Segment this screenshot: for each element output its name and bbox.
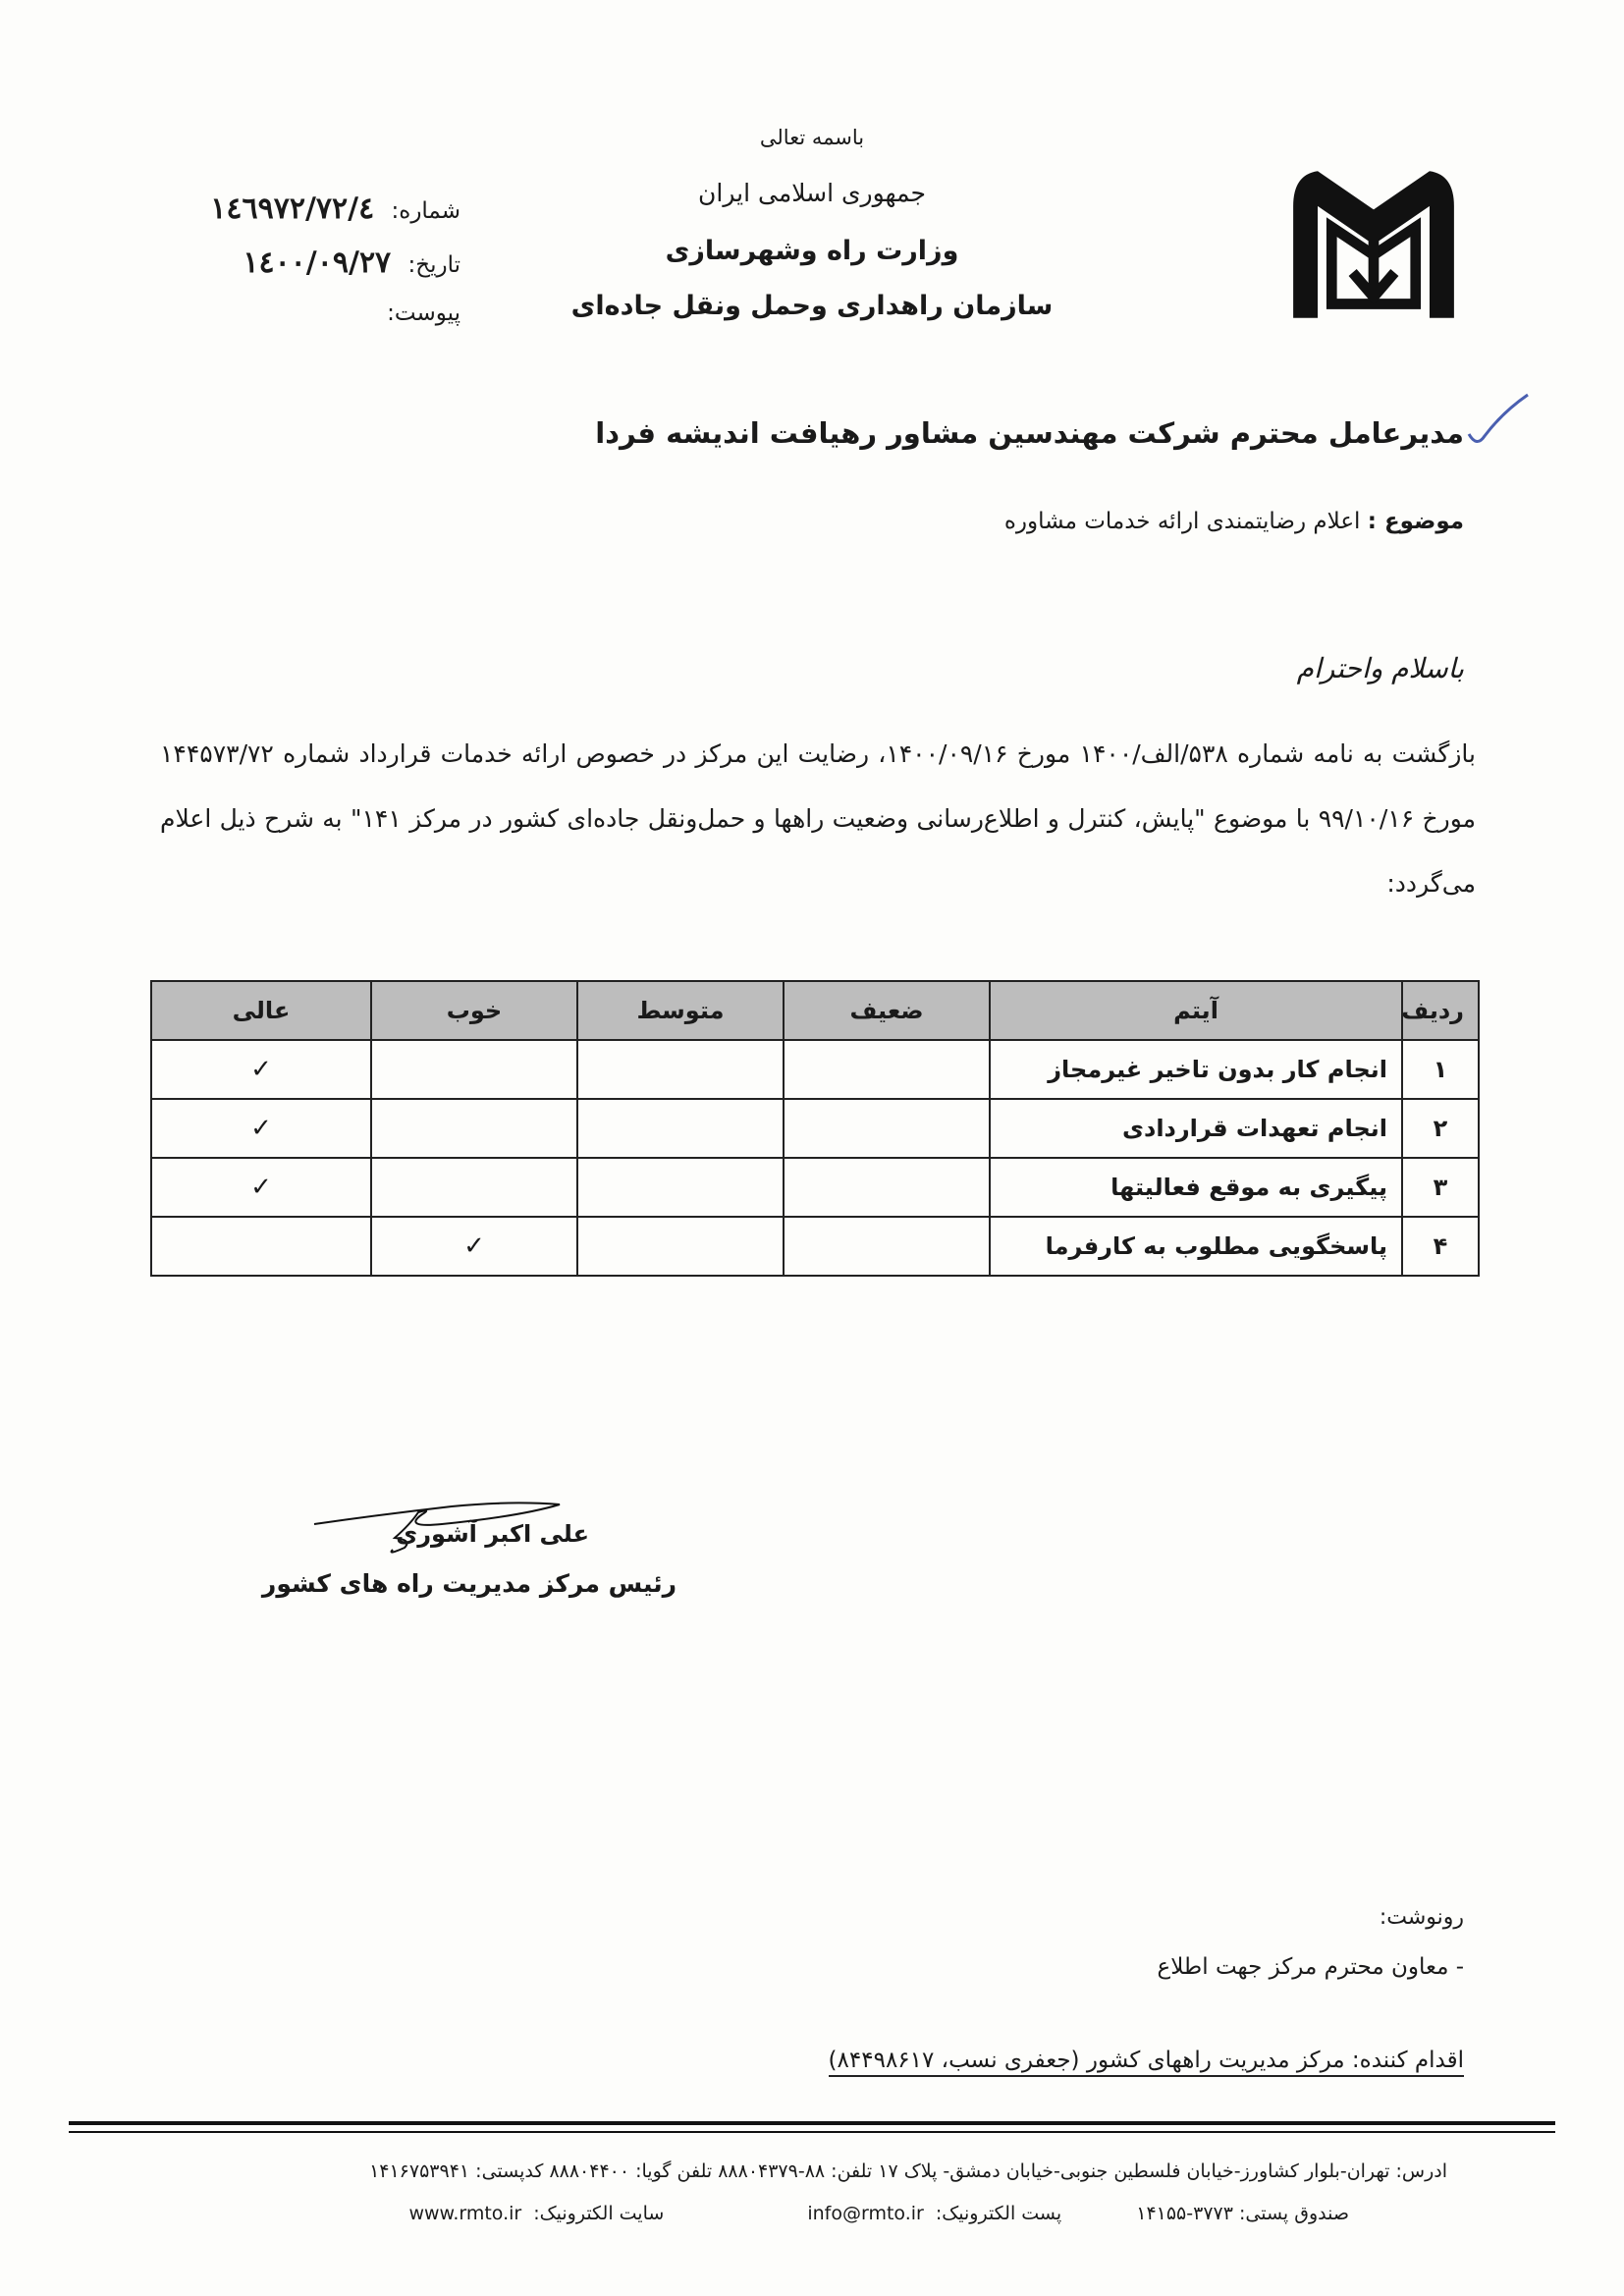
letter-attachment xyxy=(377,301,460,326)
cell-weak xyxy=(784,1217,990,1276)
cell-average xyxy=(577,1217,784,1276)
cell-average xyxy=(577,1040,784,1099)
letter-date xyxy=(243,246,460,280)
cell-good xyxy=(371,1099,577,1158)
row-item: انجام تعهدات قراردادی xyxy=(990,1099,1402,1158)
organization-logo-icon xyxy=(1286,157,1461,332)
cell-excellent xyxy=(151,1217,371,1276)
row-item: انجام کار بدون تاخیر غیرمجاز xyxy=(990,1040,1402,1099)
cell-excellent: ✓ xyxy=(151,1158,371,1217)
letter-number-label: شماره: xyxy=(391,198,460,224)
greeting: باسلام واحترام xyxy=(1296,652,1464,684)
evaluation-table xyxy=(150,980,1480,1277)
letter-attachment-label: پیوست: xyxy=(387,301,460,326)
table-row xyxy=(151,1217,1479,1276)
cell-average xyxy=(577,1099,784,1158)
action-by: اقدام کننده: مرکز مدیریت راههای کشور (جعفری نسب، ۸۴۴۹۸۶۱۷) xyxy=(829,2048,1464,2077)
row-item: پاسخگویی مطلوب به کارفرما xyxy=(990,1217,1402,1276)
cell-average xyxy=(577,1158,784,1217)
footer-divider xyxy=(69,2121,1555,2125)
header-excellent: عالی xyxy=(151,981,371,1040)
copy-heading: رونوشت: xyxy=(1379,1905,1464,1930)
cell-weak xyxy=(784,1099,990,1158)
row-number: ۴ xyxy=(1402,1217,1479,1276)
cell-weak xyxy=(784,1040,990,1099)
footer-address: ادرس: تهران-بلوار کشاورز-خیابان فلسطین جنوبی-خیابان دمشق- پلاک ۱۷ تلفن: ۸۸-۸۸۸۰۴۳۷۹ تلفن گویا: ۸۸۸۰۴۴۰۰ کدپستی: ۱۴۱۶۷۵۳۹۴۱ xyxy=(369,2160,1447,2182)
letter-number xyxy=(210,191,460,226)
signer-name: علی اکبر آشوری xyxy=(396,1520,589,1548)
table-row xyxy=(151,1158,1479,1217)
row-number: ۳ xyxy=(1402,1158,1479,1217)
country-name: جمهوری اسلامی ایران xyxy=(698,179,926,207)
footer-site-label: سایت الکترونیک: xyxy=(533,2203,665,2224)
cell-good xyxy=(371,1158,577,1217)
row-item: پیگیری به موقع فعالیتها xyxy=(990,1158,1402,1217)
subject-text: اعلام رضایتمندی ارائه خدمات مشاوره xyxy=(1003,509,1361,534)
recipient-line: مدیرعامل محترم شرکت مهندسین مشاور رهیافت اندیشه فردا xyxy=(595,416,1464,450)
header-good: خوب xyxy=(371,981,577,1040)
letter-number-value: ١٤٦٩٧٢/٧٢/٤ xyxy=(210,191,375,226)
header-row-number: ردیف xyxy=(1402,981,1479,1040)
bismillah-line: باسمه تعالی xyxy=(759,126,865,149)
subject-line xyxy=(1004,509,1464,534)
cell-good xyxy=(371,1040,577,1099)
cell-good: ✓ xyxy=(371,1217,577,1276)
footer-po-box: صندوق پستی: ۳۷۷۳-۱۴۱۵۵ xyxy=(1136,2203,1349,2224)
letter-date-label: تاریخ: xyxy=(407,252,460,278)
footer-site[interactable]: www.rmto.ir xyxy=(408,2203,522,2224)
table-row xyxy=(151,1099,1479,1158)
subject-label: موضوع : xyxy=(1367,509,1464,534)
row-number: ۱ xyxy=(1402,1040,1479,1099)
header-item: آیتم xyxy=(990,981,1402,1040)
footer-divider-thin xyxy=(69,2131,1555,2133)
table-row xyxy=(151,1040,1479,1099)
handwritten-check-icon xyxy=(1463,391,1532,450)
cell-excellent: ✓ xyxy=(151,1099,371,1158)
footer-email[interactable]: info@rmto.ir xyxy=(807,2203,924,2224)
footer-email-label: پست الکترونیک: xyxy=(935,2203,1062,2224)
header-average: متوسط xyxy=(577,981,784,1040)
footer-contact xyxy=(271,2203,1349,2224)
ministry-name: وزارت راه وشهرسازی xyxy=(665,236,959,266)
cell-weak xyxy=(784,1158,990,1217)
copy-recipient: - معاون محترم مرکز جهت اطلاع xyxy=(1157,1954,1464,1980)
letter-body: بازگشت به نامه شماره ۵۳۸/الف/۱۴۰۰ مورخ ۱۴۰۰/۰۹/۱۶، رضایت این مرکز در خصوص ارائه خدمات قرارداد شماره ۱۴۴۵۷۳/۷۲ مورخ ۹۹/۱۰/۱۶ با موضوع "پایش، کنترل و اطلاع‌رسانی وضعیت راهها و حمل‌ونقل جاده‌ای کشور در مرکز ۱۴۱" به شرح ذیل اعلام می‌گردد: xyxy=(160,739,1477,898)
signer-title: رئیس مرکز مدیریت راه های کشور xyxy=(261,1569,677,1598)
organization-name: سازمان راهداری وحمل ونقل جاده‌ای xyxy=(570,291,1054,321)
row-number: ۲ xyxy=(1402,1099,1479,1158)
cell-excellent: ✓ xyxy=(151,1040,371,1099)
letter-date-value: ١٤٠٠/٠٩/٢٧ xyxy=(243,246,392,280)
table-header-row xyxy=(151,981,1479,1040)
header-weak: ضعیف xyxy=(784,981,990,1040)
